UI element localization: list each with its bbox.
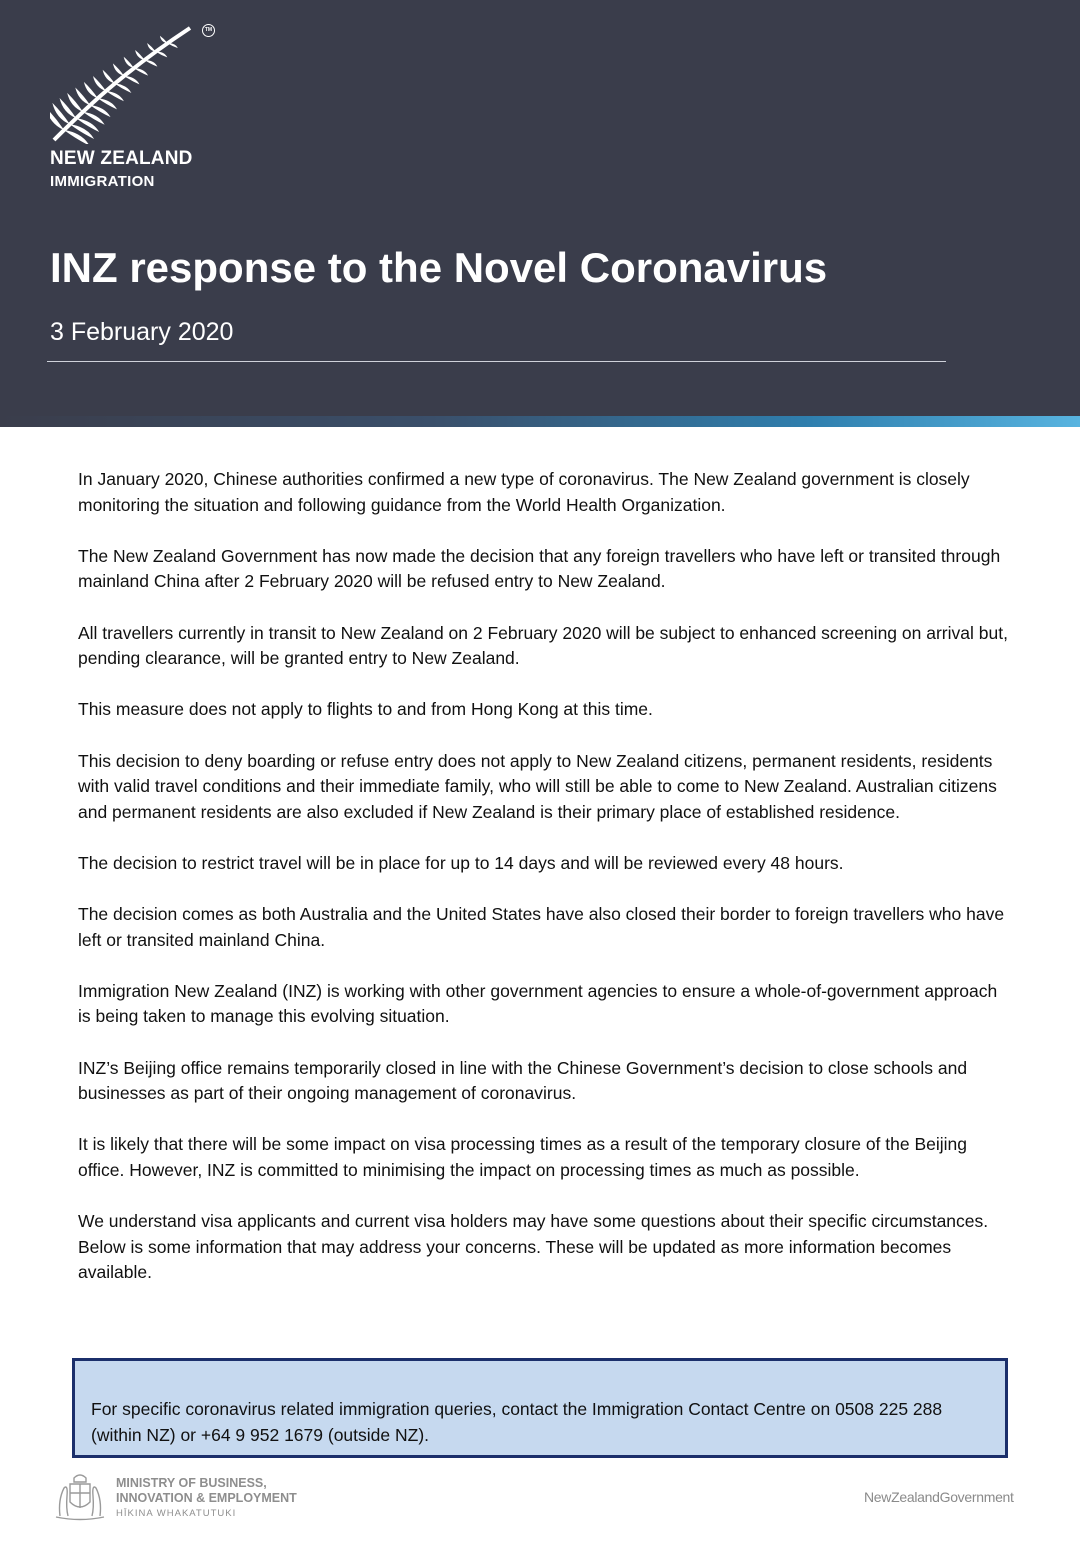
paragraph: We understand visa applicants and current visa holders may have some questions about their specific circumstances. Below is some information that may address your concerns. These will be updated as more information becomes available. <box>78 1211 989 1283</box>
document-date: 3 February 2020 <box>50 318 234 346</box>
nz-government-logo: NewZealandGovernment <box>864 1489 1014 1505</box>
document-header <box>0 0 1080 416</box>
fern-frond <box>124 76 139 84</box>
mbie-maori-name: HĪKINA WHAKATUTUKI <box>116 1508 237 1519</box>
fern-frond <box>103 70 115 84</box>
title-divider <box>47 361 946 362</box>
callout-text: For specific coronavirus related immigration queries, contact the Immigration Contact Centre on 0508 225 288 (within NZ) or +64 9 952 1679 (outside NZ). <box>91 1399 943 1445</box>
paragraph: This decision to deny boarding or refuse entry does not apply to New Zealand citizens, permanent residents, residents with valid travel conditions and their immediate family, who will still be able to come to New Zealand. Australian citizens and permanent residents are also excluded if New Zealand is their primary place of established residence. <box>78 750 997 822</box>
fern-frond <box>113 63 124 76</box>
paragraph: All travellers currently in transit to New Zealand on 2 February 2020 will be subject to enhanced screening on arrival but, pending clearance, will be granted entry to New Zealand. <box>78 622 1008 669</box>
fern-frond <box>168 43 178 48</box>
paragraph: In January 2020, Chinese authorities confirmed a new type of coronavirus. The New Zealand government is closely monitoring the situation and following guidance from the World Health Organization. <box>78 469 970 515</box>
trademark-symbol: TM <box>202 24 215 37</box>
paragraph: The New Zealand Government has now made the decision that any foreign travellers who have left or transited through mainland China after 2 February 2020 will be refused entry to New Zealand. <box>78 545 1001 592</box>
fern-frond <box>135 50 144 60</box>
body-text <box>78 467 1008 1312</box>
fern-frond <box>106 91 124 101</box>
fern-frond <box>145 60 158 67</box>
mbie-name <box>116 1476 297 1506</box>
fern-frond <box>124 57 134 68</box>
nz-immigration-logo <box>50 22 220 197</box>
paragraph: It is likely that there will be some impact on visa processing times as a result of the temporary closure of the Beijing office. However, INZ is committed to minimising the impact on processing times as much as possible. <box>78 1134 968 1181</box>
fern-frond <box>156 52 168 58</box>
paragraph: Immigration New Zealand (INZ) is working with other government agencies to ensure a whole-of-government approach is being taken to manage this evolving situation. <box>78 980 998 1027</box>
paragraph: The decision comes as both Australia and the United States have also closed their border to foreign travellers who have left or transited mainland China. <box>78 904 1005 950</box>
fern-frond <box>134 68 148 76</box>
header-gradient-stripe <box>0 416 1080 427</box>
paragraph: This measure does not apply to flights to and from Hong Kong at this time. <box>78 699 653 720</box>
silver-fern-logo-icon <box>50 22 200 144</box>
logo-text-immigration: IMMIGRATION <box>50 173 155 190</box>
fern-frond <box>93 76 106 91</box>
logo-text-new-zealand: NEW ZEALAND <box>50 148 193 169</box>
fern-frond <box>160 36 168 43</box>
fern-frond <box>115 84 132 93</box>
contact-callout-box <box>72 1358 1008 1458</box>
mbie-logo <box>52 1470 352 1522</box>
mbie-line2: INNOVATION & EMPLOYMENT <box>116 1491 297 1505</box>
fern-frond <box>84 82 98 98</box>
page-title: INZ response to the Novel Coronavirus <box>50 244 828 291</box>
paragraph: INZ’s Beijing office remains temporarily closed in line with the Chinese Government’s decision to close schools and businesses as part of their ongoing management of coronavirus. <box>78 1057 968 1104</box>
fern-frond <box>98 98 117 109</box>
fern-frond <box>147 43 156 52</box>
paragraph: The decision to restrict travel will be in place for up to 14 days and will be reviewed every 48 hours. <box>78 852 844 873</box>
nz-coat-of-arms-icon <box>52 1470 108 1522</box>
mbie-line1: MINISTRY OF BUSINESS, <box>116 1476 267 1490</box>
